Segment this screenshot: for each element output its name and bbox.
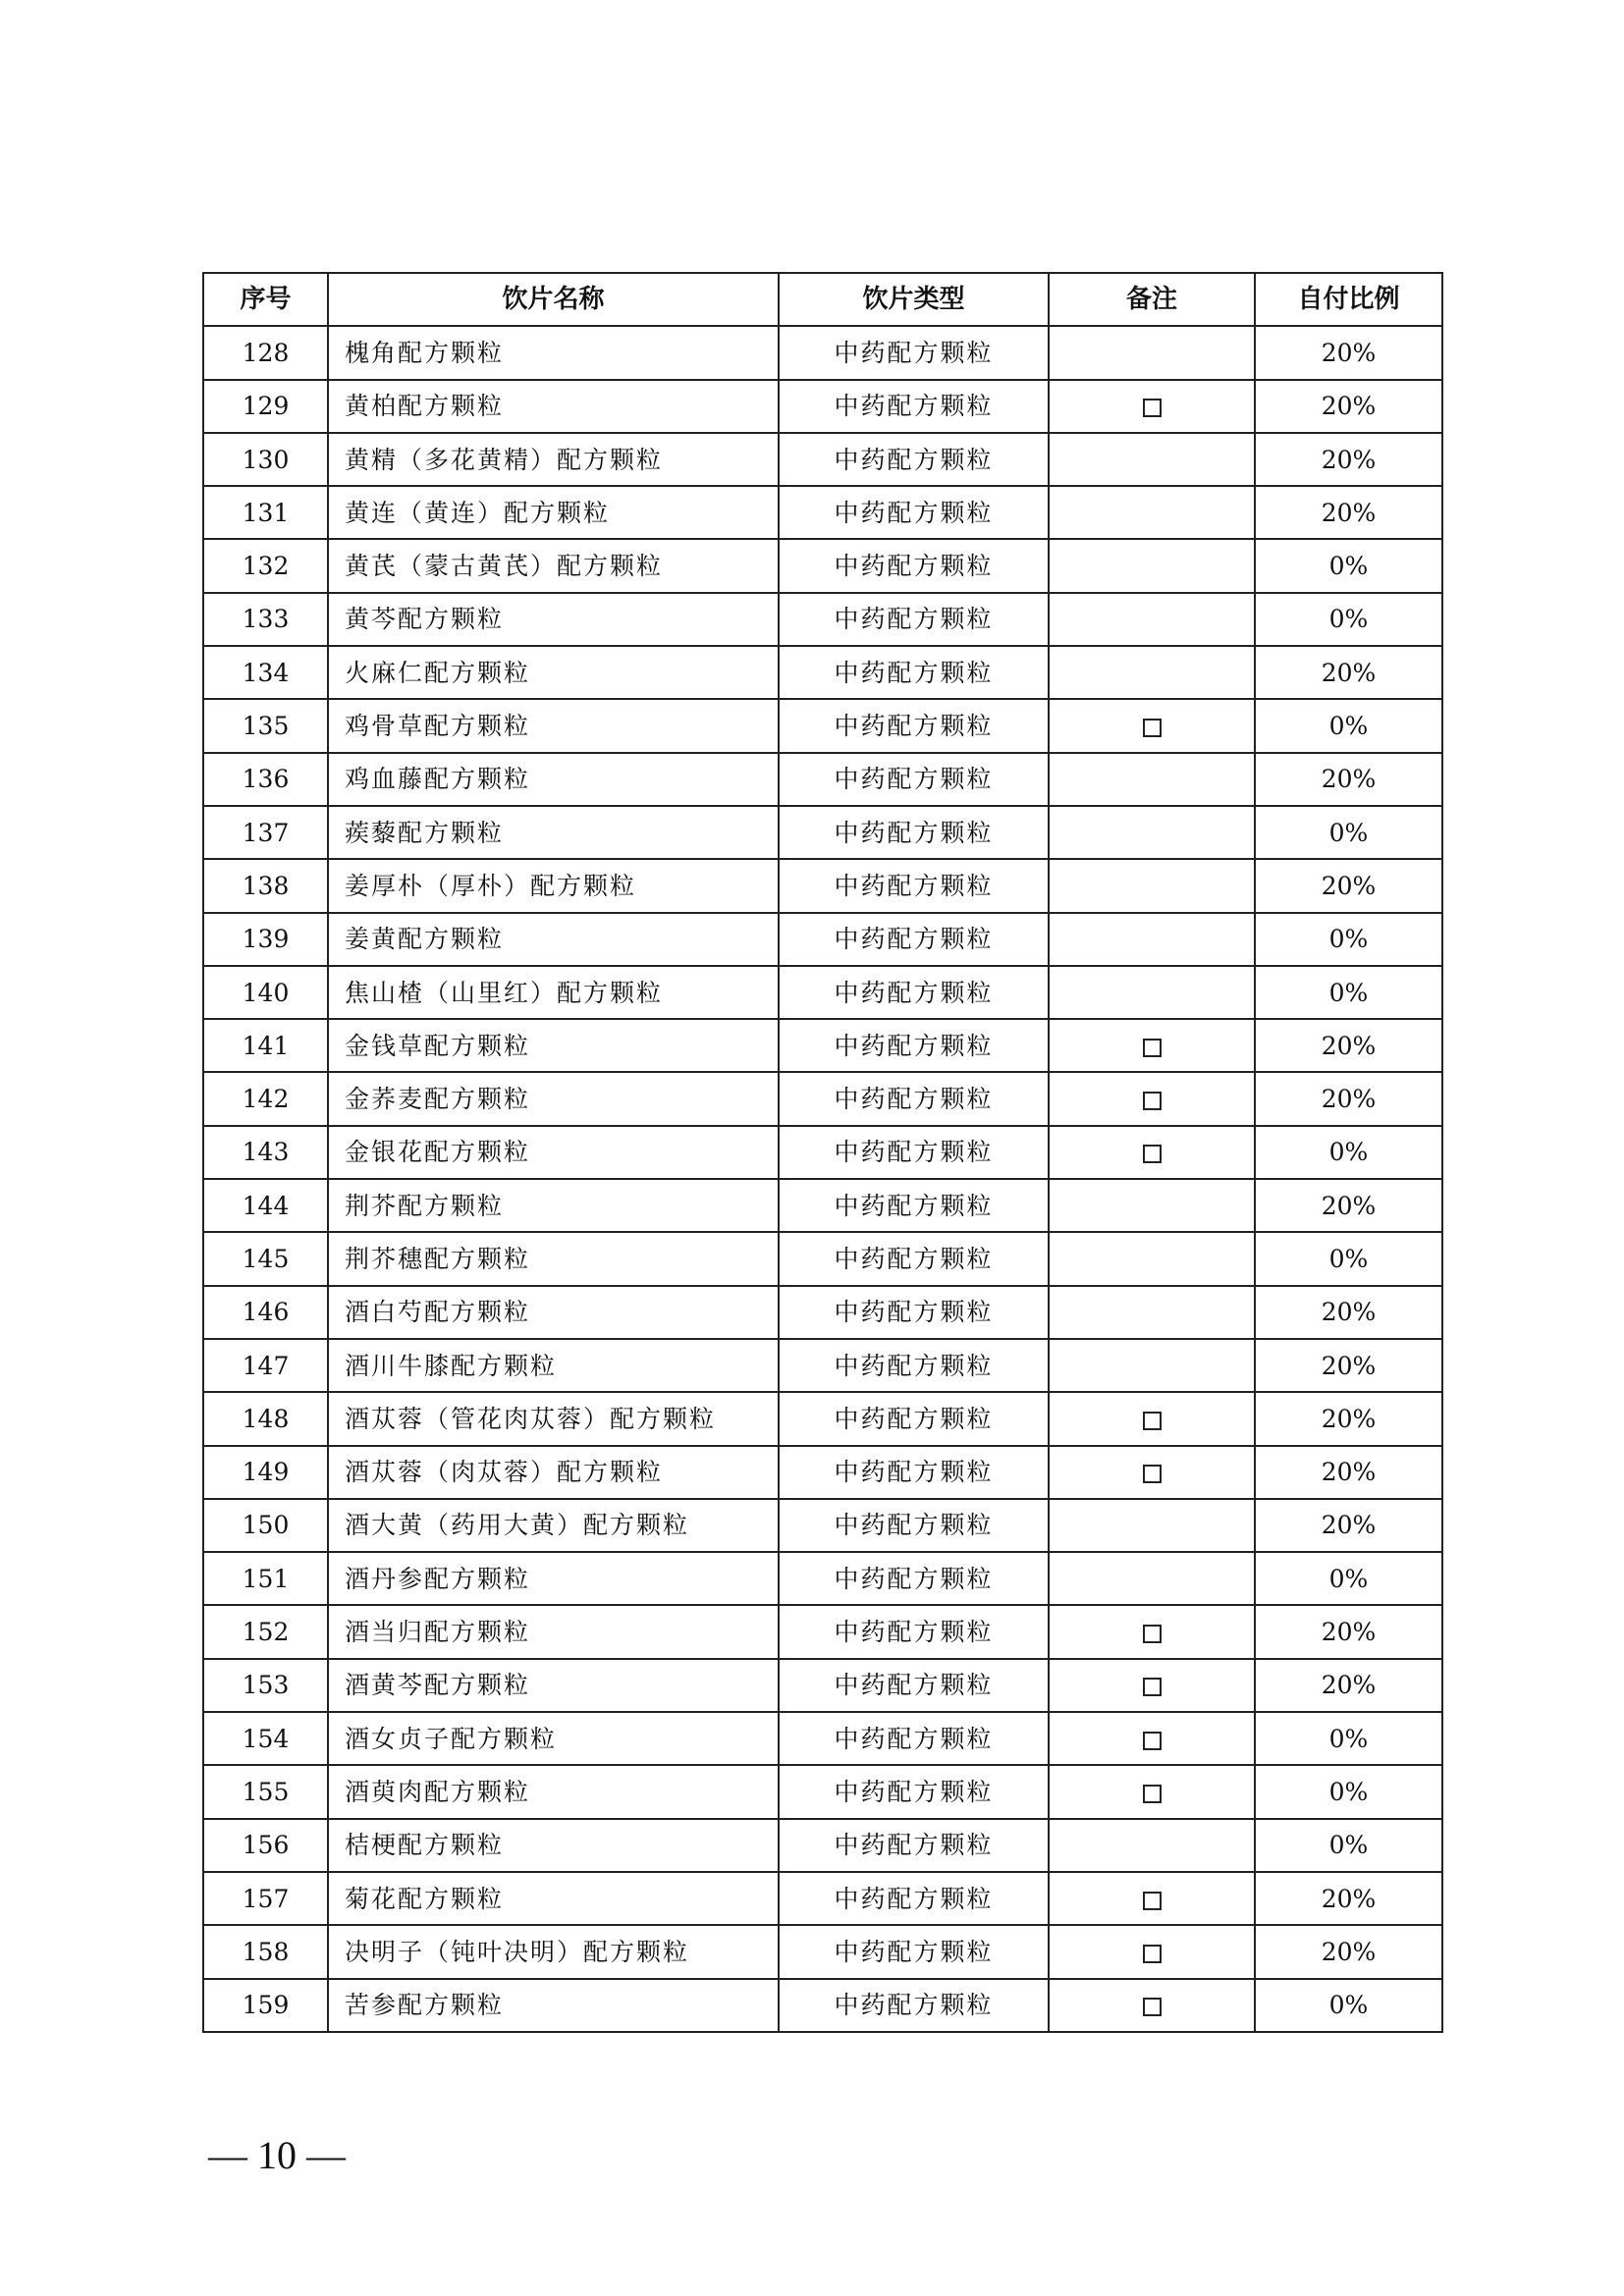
note-cell — [1049, 646, 1255, 699]
checkbox-icon — [1143, 399, 1162, 417]
table-row — [203, 1019, 1442, 1072]
checkbox-icon — [1143, 1785, 1162, 1803]
serial-cell: 144 — [203, 1179, 328, 1232]
name-cell: 鸡骨草配方颗粒 — [328, 699, 779, 752]
ratio-cell: 20% — [1255, 1179, 1442, 1232]
name-cell: 酒苁蓉（管花肉苁蓉）配方颗粒 — [328, 1392, 779, 1445]
checkbox-icon — [1143, 1892, 1162, 1910]
table-row — [203, 859, 1442, 912]
table-row — [203, 1659, 1442, 1712]
table-row — [203, 1499, 1442, 1552]
note-cell — [1049, 1979, 1255, 2032]
serial-cell: 146 — [203, 1286, 328, 1339]
ratio-cell: 20% — [1255, 1925, 1442, 1978]
type-cell: 中药配方颗粒 — [779, 326, 1049, 379]
name-cell: 姜黄配方颗粒 — [328, 913, 779, 966]
table-row — [203, 806, 1442, 859]
note-cell — [1049, 699, 1255, 752]
name-cell: 火麻仁配方颗粒 — [328, 646, 779, 699]
ratio-cell: 0% — [1255, 913, 1442, 966]
note-cell — [1049, 1552, 1255, 1605]
serial-cell: 137 — [203, 806, 328, 859]
serial-cell: 131 — [203, 486, 328, 539]
name-cell: 酒萸肉配方颗粒 — [328, 1765, 779, 1818]
name-cell: 酒黄芩配方颗粒 — [328, 1659, 779, 1712]
ratio-cell: 20% — [1255, 753, 1442, 806]
table-row — [203, 1872, 1442, 1925]
drug-list-table — [202, 272, 1443, 2033]
name-cell: 金荞麦配方颗粒 — [328, 1072, 779, 1125]
ratio-cell: 20% — [1255, 646, 1442, 699]
serial-cell: 158 — [203, 1925, 328, 1978]
serial-cell: 157 — [203, 1872, 328, 1925]
table-row — [203, 646, 1442, 699]
table-row — [203, 380, 1442, 433]
serial-cell: 150 — [203, 1499, 328, 1552]
table-row — [203, 966, 1442, 1019]
checkbox-icon — [1143, 1039, 1162, 1057]
header-type: 饮片类型 — [779, 273, 1049, 326]
name-cell: 姜厚朴（厚朴）配方颗粒 — [328, 859, 779, 912]
checkbox-icon — [1143, 1732, 1162, 1750]
table-row — [203, 1339, 1442, 1392]
note-cell — [1049, 1499, 1255, 1552]
serial-cell: 136 — [203, 753, 328, 806]
serial-cell: 152 — [203, 1605, 328, 1658]
ratio-cell: 0% — [1255, 1232, 1442, 1285]
type-cell: 中药配方颗粒 — [779, 753, 1049, 806]
note-cell — [1049, 1232, 1255, 1285]
ratio-cell: 20% — [1255, 1019, 1442, 1072]
checkbox-icon — [1143, 1625, 1162, 1643]
type-cell: 中药配方颗粒 — [779, 593, 1049, 646]
table-body — [203, 326, 1442, 2032]
serial-cell: 154 — [203, 1712, 328, 1765]
type-cell: 中药配方颗粒 — [779, 1659, 1049, 1712]
name-cell: 酒女贞子配方颗粒 — [328, 1712, 779, 1765]
note-cell — [1049, 433, 1255, 486]
type-cell: 中药配方颗粒 — [779, 1446, 1049, 1499]
type-cell: 中药配方颗粒 — [779, 1179, 1049, 1232]
serial-cell: 135 — [203, 699, 328, 752]
ratio-cell: 0% — [1255, 1552, 1442, 1605]
ratio-cell: 20% — [1255, 1499, 1442, 1552]
note-cell — [1049, 1925, 1255, 1978]
table-row — [203, 1392, 1442, 1445]
table-row — [203, 1765, 1442, 1818]
serial-cell: 155 — [203, 1765, 328, 1818]
ratio-cell: 0% — [1255, 593, 1442, 646]
name-cell: 酒川牛膝配方颗粒 — [328, 1339, 779, 1392]
note-cell — [1049, 1819, 1255, 1872]
table-row — [203, 1979, 1442, 2032]
note-cell — [1049, 966, 1255, 1019]
ratio-cell: 20% — [1255, 859, 1442, 912]
name-cell: 金银花配方颗粒 — [328, 1126, 779, 1179]
ratio-cell: 0% — [1255, 1712, 1442, 1765]
note-cell — [1049, 1659, 1255, 1712]
table-row — [203, 1819, 1442, 1872]
name-cell: 黄柏配方颗粒 — [328, 380, 779, 433]
name-cell: 桔梗配方颗粒 — [328, 1819, 779, 1872]
ratio-cell: 0% — [1255, 1765, 1442, 1818]
serial-cell: 140 — [203, 966, 328, 1019]
ratio-cell: 20% — [1255, 1072, 1442, 1125]
serial-cell: 129 — [203, 380, 328, 433]
ratio-cell: 20% — [1255, 486, 1442, 539]
name-cell: 黄芪（蒙古黄芪）配方颗粒 — [328, 539, 779, 592]
type-cell: 中药配方颗粒 — [779, 1392, 1049, 1445]
table-row — [203, 1552, 1442, 1605]
serial-cell: 132 — [203, 539, 328, 592]
note-cell — [1049, 1019, 1255, 1072]
note-cell — [1049, 1392, 1255, 1445]
table-row — [203, 913, 1442, 966]
note-cell — [1049, 1179, 1255, 1232]
serial-cell: 159 — [203, 1979, 328, 2032]
checkbox-icon — [1143, 1092, 1162, 1110]
type-cell: 中药配方颗粒 — [779, 539, 1049, 592]
type-cell: 中药配方颗粒 — [779, 1286, 1049, 1339]
type-cell: 中药配方颗粒 — [779, 433, 1049, 486]
header-name: 饮片名称 — [328, 273, 779, 326]
name-cell: 酒大黄（药用大黄）配方颗粒 — [328, 1499, 779, 1552]
ratio-cell: 20% — [1255, 1605, 1442, 1658]
name-cell: 酒当归配方颗粒 — [328, 1605, 779, 1658]
name-cell: 黄芩配方颗粒 — [328, 593, 779, 646]
table-row — [203, 699, 1442, 752]
ratio-cell: 20% — [1255, 1446, 1442, 1499]
checkbox-icon — [1143, 1412, 1162, 1430]
name-cell: 荆芥配方颗粒 — [328, 1179, 779, 1232]
checkbox-icon — [1143, 1678, 1162, 1696]
note-cell — [1049, 913, 1255, 966]
note-cell — [1049, 1286, 1255, 1339]
ratio-cell: 0% — [1255, 1819, 1442, 1872]
name-cell: 酒丹参配方颗粒 — [328, 1552, 779, 1605]
table-row — [203, 1126, 1442, 1179]
name-cell: 荆芥穗配方颗粒 — [328, 1232, 779, 1285]
ratio-cell: 20% — [1255, 433, 1442, 486]
type-cell: 中药配方颗粒 — [779, 966, 1049, 1019]
note-cell — [1049, 380, 1255, 433]
type-cell: 中药配方颗粒 — [779, 913, 1049, 966]
serial-cell: 133 — [203, 593, 328, 646]
table-row — [203, 539, 1442, 592]
note-cell — [1049, 1446, 1255, 1499]
type-cell: 中药配方颗粒 — [779, 1712, 1049, 1765]
type-cell: 中药配方颗粒 — [779, 699, 1049, 752]
name-cell: 金钱草配方颗粒 — [328, 1019, 779, 1072]
serial-cell: 148 — [203, 1392, 328, 1445]
table-row — [203, 433, 1442, 486]
ratio-cell: 0% — [1255, 966, 1442, 1019]
name-cell: 鸡血藤配方颗粒 — [328, 753, 779, 806]
table-row — [203, 1712, 1442, 1765]
type-cell: 中药配方颗粒 — [779, 859, 1049, 912]
note-cell — [1049, 1765, 1255, 1818]
table-row — [203, 326, 1442, 379]
serial-cell: 141 — [203, 1019, 328, 1072]
type-cell: 中药配方颗粒 — [779, 1605, 1049, 1658]
type-cell: 中药配方颗粒 — [779, 1925, 1049, 1978]
table-row — [203, 1925, 1442, 1978]
checkbox-icon — [1143, 1145, 1162, 1163]
serial-cell: 151 — [203, 1552, 328, 1605]
serial-cell: 130 — [203, 433, 328, 486]
name-cell: 菊花配方颗粒 — [328, 1872, 779, 1925]
note-cell — [1049, 593, 1255, 646]
name-cell: 黄精（多花黄精）配方颗粒 — [328, 433, 779, 486]
table-row — [203, 1072, 1442, 1125]
ratio-cell: 20% — [1255, 1659, 1442, 1712]
ratio-cell: 0% — [1255, 1126, 1442, 1179]
type-cell: 中药配方颗粒 — [779, 1979, 1049, 2032]
type-cell: 中药配方颗粒 — [779, 1552, 1049, 1605]
ratio-cell: 0% — [1255, 1979, 1442, 2032]
ratio-cell: 20% — [1255, 326, 1442, 379]
ratio-cell: 0% — [1255, 539, 1442, 592]
serial-cell: 128 — [203, 326, 328, 379]
checkbox-icon — [1143, 1998, 1162, 2016]
note-cell — [1049, 486, 1255, 539]
note-cell — [1049, 753, 1255, 806]
name-cell: 蒺藜配方颗粒 — [328, 806, 779, 859]
serial-cell: 147 — [203, 1339, 328, 1392]
checkbox-icon — [1143, 719, 1162, 737]
type-cell: 中药配方颗粒 — [779, 1765, 1049, 1818]
serial-cell: 139 — [203, 913, 328, 966]
table-row — [203, 753, 1442, 806]
type-cell: 中药配方颗粒 — [779, 1232, 1049, 1285]
serial-cell: 143 — [203, 1126, 328, 1179]
type-cell: 中药配方颗粒 — [779, 646, 1049, 699]
table-row — [203, 1232, 1442, 1285]
serial-cell: 134 — [203, 646, 328, 699]
ratio-cell: 20% — [1255, 380, 1442, 433]
note-cell — [1049, 539, 1255, 592]
type-cell: 中药配方颗粒 — [779, 1339, 1049, 1392]
note-cell — [1049, 326, 1255, 379]
table-row — [203, 486, 1442, 539]
checkbox-icon — [1143, 1945, 1162, 1963]
ratio-cell: 20% — [1255, 1872, 1442, 1925]
ratio-cell: 20% — [1255, 1392, 1442, 1445]
note-cell — [1049, 1339, 1255, 1392]
type-cell: 中药配方颗粒 — [779, 1126, 1049, 1179]
type-cell: 中药配方颗粒 — [779, 486, 1049, 539]
ratio-cell: 0% — [1255, 806, 1442, 859]
header-note: 备注 — [1049, 273, 1255, 326]
serial-cell: 153 — [203, 1659, 328, 1712]
type-cell: 中药配方颗粒 — [779, 806, 1049, 859]
name-cell: 槐角配方颗粒 — [328, 326, 779, 379]
header-ratio: 自付比例 — [1255, 273, 1442, 326]
serial-cell: 138 — [203, 859, 328, 912]
name-cell: 酒苁蓉（肉苁蓉）配方颗粒 — [328, 1446, 779, 1499]
name-cell: 焦山楂（山里红）配方颗粒 — [328, 966, 779, 1019]
ratio-cell: 20% — [1255, 1286, 1442, 1339]
serial-cell: 149 — [203, 1446, 328, 1499]
table-header-row — [203, 273, 1442, 326]
type-cell: 中药配方颗粒 — [779, 1019, 1049, 1072]
checkbox-icon — [1143, 1465, 1162, 1483]
table-row — [203, 1179, 1442, 1232]
table-row — [203, 1446, 1442, 1499]
type-cell: 中药配方颗粒 — [779, 1819, 1049, 1872]
note-cell — [1049, 1872, 1255, 1925]
serial-cell: 156 — [203, 1819, 328, 1872]
type-cell: 中药配方颗粒 — [779, 1499, 1049, 1552]
note-cell — [1049, 859, 1255, 912]
serial-cell: 145 — [203, 1232, 328, 1285]
note-cell — [1049, 806, 1255, 859]
type-cell: 中药配方颗粒 — [779, 1072, 1049, 1125]
name-cell: 酒白芍配方颗粒 — [328, 1286, 779, 1339]
note-cell — [1049, 1126, 1255, 1179]
name-cell: 苦参配方颗粒 — [328, 1979, 779, 2032]
ratio-cell: 0% — [1255, 699, 1442, 752]
name-cell: 决明子（钝叶决明）配方颗粒 — [328, 1925, 779, 1978]
table-row — [203, 1605, 1442, 1658]
page-number: — 10 — — [208, 2133, 346, 2177]
note-cell — [1049, 1712, 1255, 1765]
note-cell — [1049, 1605, 1255, 1658]
name-cell: 黄连（黄连）配方颗粒 — [328, 486, 779, 539]
note-cell — [1049, 1072, 1255, 1125]
type-cell: 中药配方颗粒 — [779, 1872, 1049, 1925]
header-serial: 序号 — [203, 273, 328, 326]
type-cell: 中药配方颗粒 — [779, 380, 1049, 433]
ratio-cell: 20% — [1255, 1339, 1442, 1392]
serial-cell: 142 — [203, 1072, 328, 1125]
table-row — [203, 1286, 1442, 1339]
table-row — [203, 593, 1442, 646]
